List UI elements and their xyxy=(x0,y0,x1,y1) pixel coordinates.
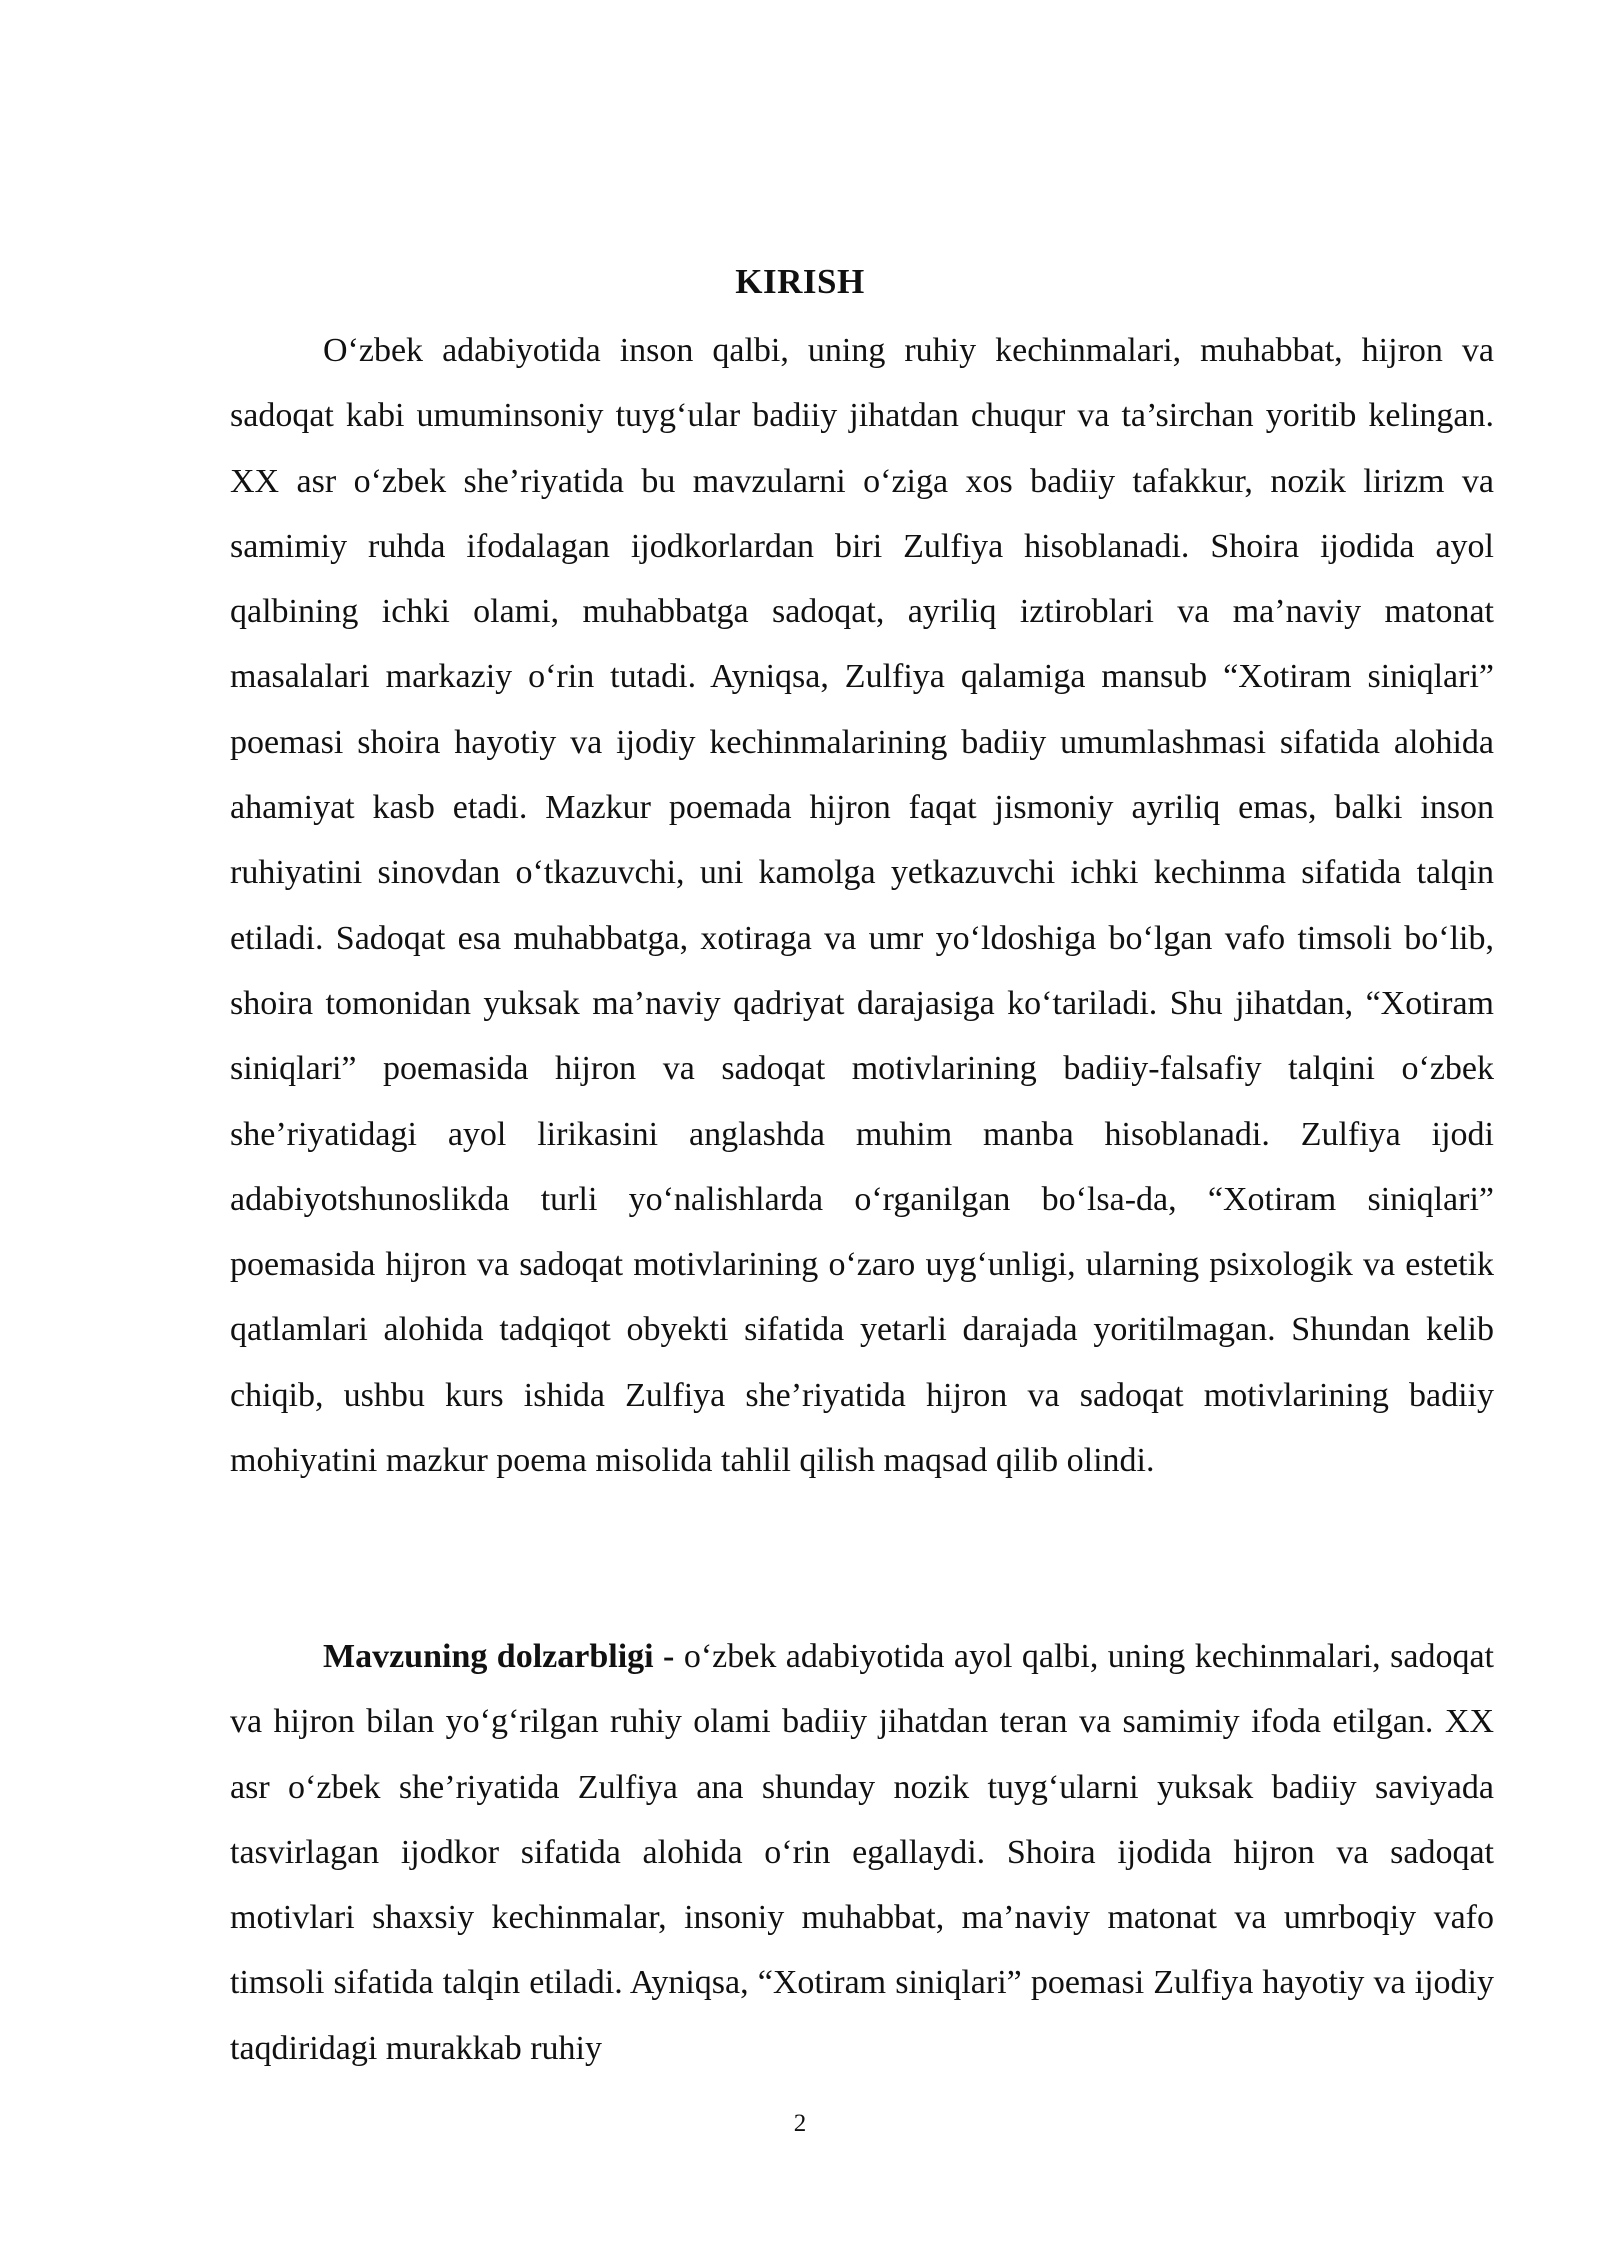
paragraph-lead-term: Mavzuning dolzarbligi - xyxy=(323,1638,675,1675)
paragraph-relevance xyxy=(230,1624,1494,2081)
page-number: 2 xyxy=(793,2110,807,2137)
section-heading: KIRISH xyxy=(735,262,865,301)
paragraph-introduction: O‘zbek adabiyotida inson qalbi, uning ruhiy kechinmalari, muhabbat, hijron va sadoqat kabi umuminsoniy tuyg‘ular badiiy jihatdan chuqur va ta’sirchan yoritib kelingan. XX asr o‘zbek she’riyatida bu mavzularni o‘ziga xos badiiy tafakkur, nozik lirizm va samimiy ruhda ifodalagan ijodkorlardan biri Zulfiya hisoblanadi. Shoira ijodida ayol qalbining ichki olami, muhabbatga sadoqat, ayriliq iztiroblari va ma’naviy matonat masalalari markaziy o‘rin tutadi. Ayniqsa, Zulfiya qalamiga mansub “Xotiram siniqlari” poemasi shoira hayotiy va ijodiy kechinmalarining badiiy umumlashmasi sifatida alohida ahamiyat kasb etadi. Mazkur poemada hijron faqat jismoniy ayriliq emas, balki inson ruhiyatini sinovdan o‘tkazuvchi, uni kamolga yetkazuvchi ichki kechinma sifatida talqin etiladi. Sadoqat esa muhabbatga, xotiraga va umr yo‘ldoshiga bo‘lgan vafo timsoli bo‘lib, shoira tomonidan yuksak ma’naviy qadriyat darajasiga ko‘tariladi. Shu jihatdan, “Xotiram siniqlari” poemasida hijron va sadoqat motivlarining badiiy-falsafiy talqini o‘zbek she’riyatidagi ayol lirikasini anglashda muhim manba hisoblanadi. Zulfiya ijodi adabiyotshunoslikda turli yo‘nalishlarda o‘rganilgan bo‘lsa-da, “Xotiram siniqlari” poemasida hijron va sadoqat motivlarining o‘zaro uyg‘unligi, ularning psixologik va estetik qatlamlari alohida tadqiqot obyekti sifatida yetarli darajada yoritilmagan. Shundan kelib chiqib, ushbu kurs ishida Zulfiya she’riyatida hijron va sadoqat motivlarining badiiy mohiyatini mazkur poema misolida tahlil qilish maqsad qilib olindi. xyxy=(230,332,1494,1480)
paragraph-relevance-body: o‘zbek adabiyotida ayol qalbi, uning kechinmalari, sadoqat va hijron bilan yo‘g‘rilgan ruhiy olami badiiy jihatdan teran va samimiy ifoda etilgan. XX asr o‘zbek she’riyatida Zulfiya ana shunday nozik tuyg‘ularni yuksak badiiy saviyada tasvirlagan ijodkor sifatida alohida o‘rin egallaydi. Shoira ijodida hijron va sadoqat motivlari shaxsiy kechinmalar, insoniy muhabbat, ma’naviy matonat va umrboqiy vafo timsoli sifatida talqin etiladi. Ayniqsa, “Xotiram siniqlari” poemasi Zulfiya hayotiy va ijodiy taqdiridagi murakkab ruhiy xyxy=(230,1638,1494,2067)
